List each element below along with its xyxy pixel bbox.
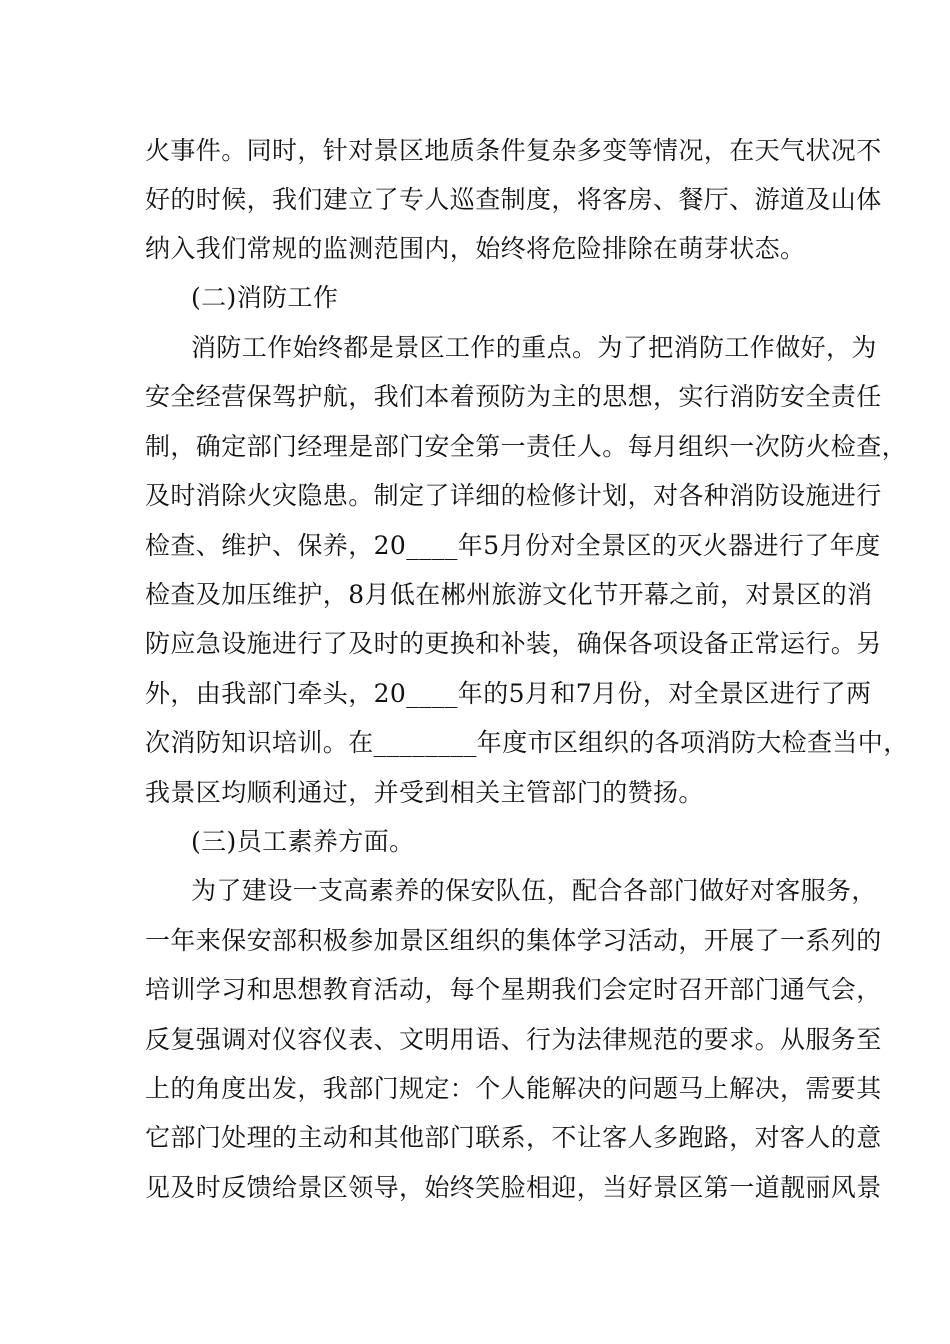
text-line: 它部门处理的主动和其他部门联系，不让客人多跑路，对客人的意 — [145, 1123, 882, 1152]
text-line: 一年来保安部积极参加景区组织的集体学习活动，开展了一系列的 — [145, 926, 882, 955]
text-line: 防应急设施进行了及时的更换和补装，确保各项设备正常运行。另 — [145, 629, 882, 658]
text-line: 安全经营保驾护航，我们本着预防为主的思想，实行消防安全责任 — [145, 382, 882, 411]
text-line: 上的角度出发，我部门规定：个人能解决的问题马上解决，需要其 — [145, 1074, 882, 1103]
text-line: 我景区均顺利通过，并受到相关主管部门的赞扬。 — [145, 778, 704, 807]
section-heading: (二)消防工作 — [191, 283, 339, 312]
text-line: 纳入我们常规的监测范围内，始终将危险排除在萌芽状态。 — [145, 234, 806, 263]
text-line: 反复强调对仪容仪表、文明用语、行为法律规范的要求。从服务至 — [145, 1025, 882, 1054]
text-line: 次消防知识培训。在________年度市区组织的各项消防大检查当中， — [145, 728, 909, 757]
text-line: 制，确定部门经理是部门安全第一责任人。每月组织一次防火检查， — [145, 432, 908, 461]
text-line: 外，由我部门牵头，20____年的5月和7月份，对全景区进行了两 — [145, 679, 872, 708]
text-line: 培训学习和思想教育活动，每个星期我们会定时召开部门通气会， — [145, 975, 882, 1004]
text-line: 火事件。同时，针对景区地质条件复杂多变等情况，在天气状况不 — [145, 136, 882, 165]
text-line: 检查及加压维护，8月低在郴州旅游文化节开幕之前，对景区的消 — [145, 580, 873, 609]
text-line: 检查、维护、保养，20____年5月份对全景区的灭火器进行了年度 — [145, 531, 881, 560]
text-line: 为了建设一支高素养的保安队伍，配合各部门做好对客服务， — [191, 876, 877, 905]
section-heading: (三)员工素养方面。 — [191, 827, 415, 856]
text-line: 好的时候，我们建立了专人巡查制度，将客房、餐厅、游道及山体 — [145, 185, 882, 214]
text-line: 及时消除火灾隐患。制定了详细的检修计划，对各种消防设施进行 — [145, 481, 882, 510]
text-line: 消防工作始终都是景区工作的重点。为了把消防工作做好，为 — [191, 333, 877, 362]
text-line: 见及时反馈给景区领导，始终笑脸相迎，当好景区第一道靓丽风景 — [145, 1173, 882, 1202]
